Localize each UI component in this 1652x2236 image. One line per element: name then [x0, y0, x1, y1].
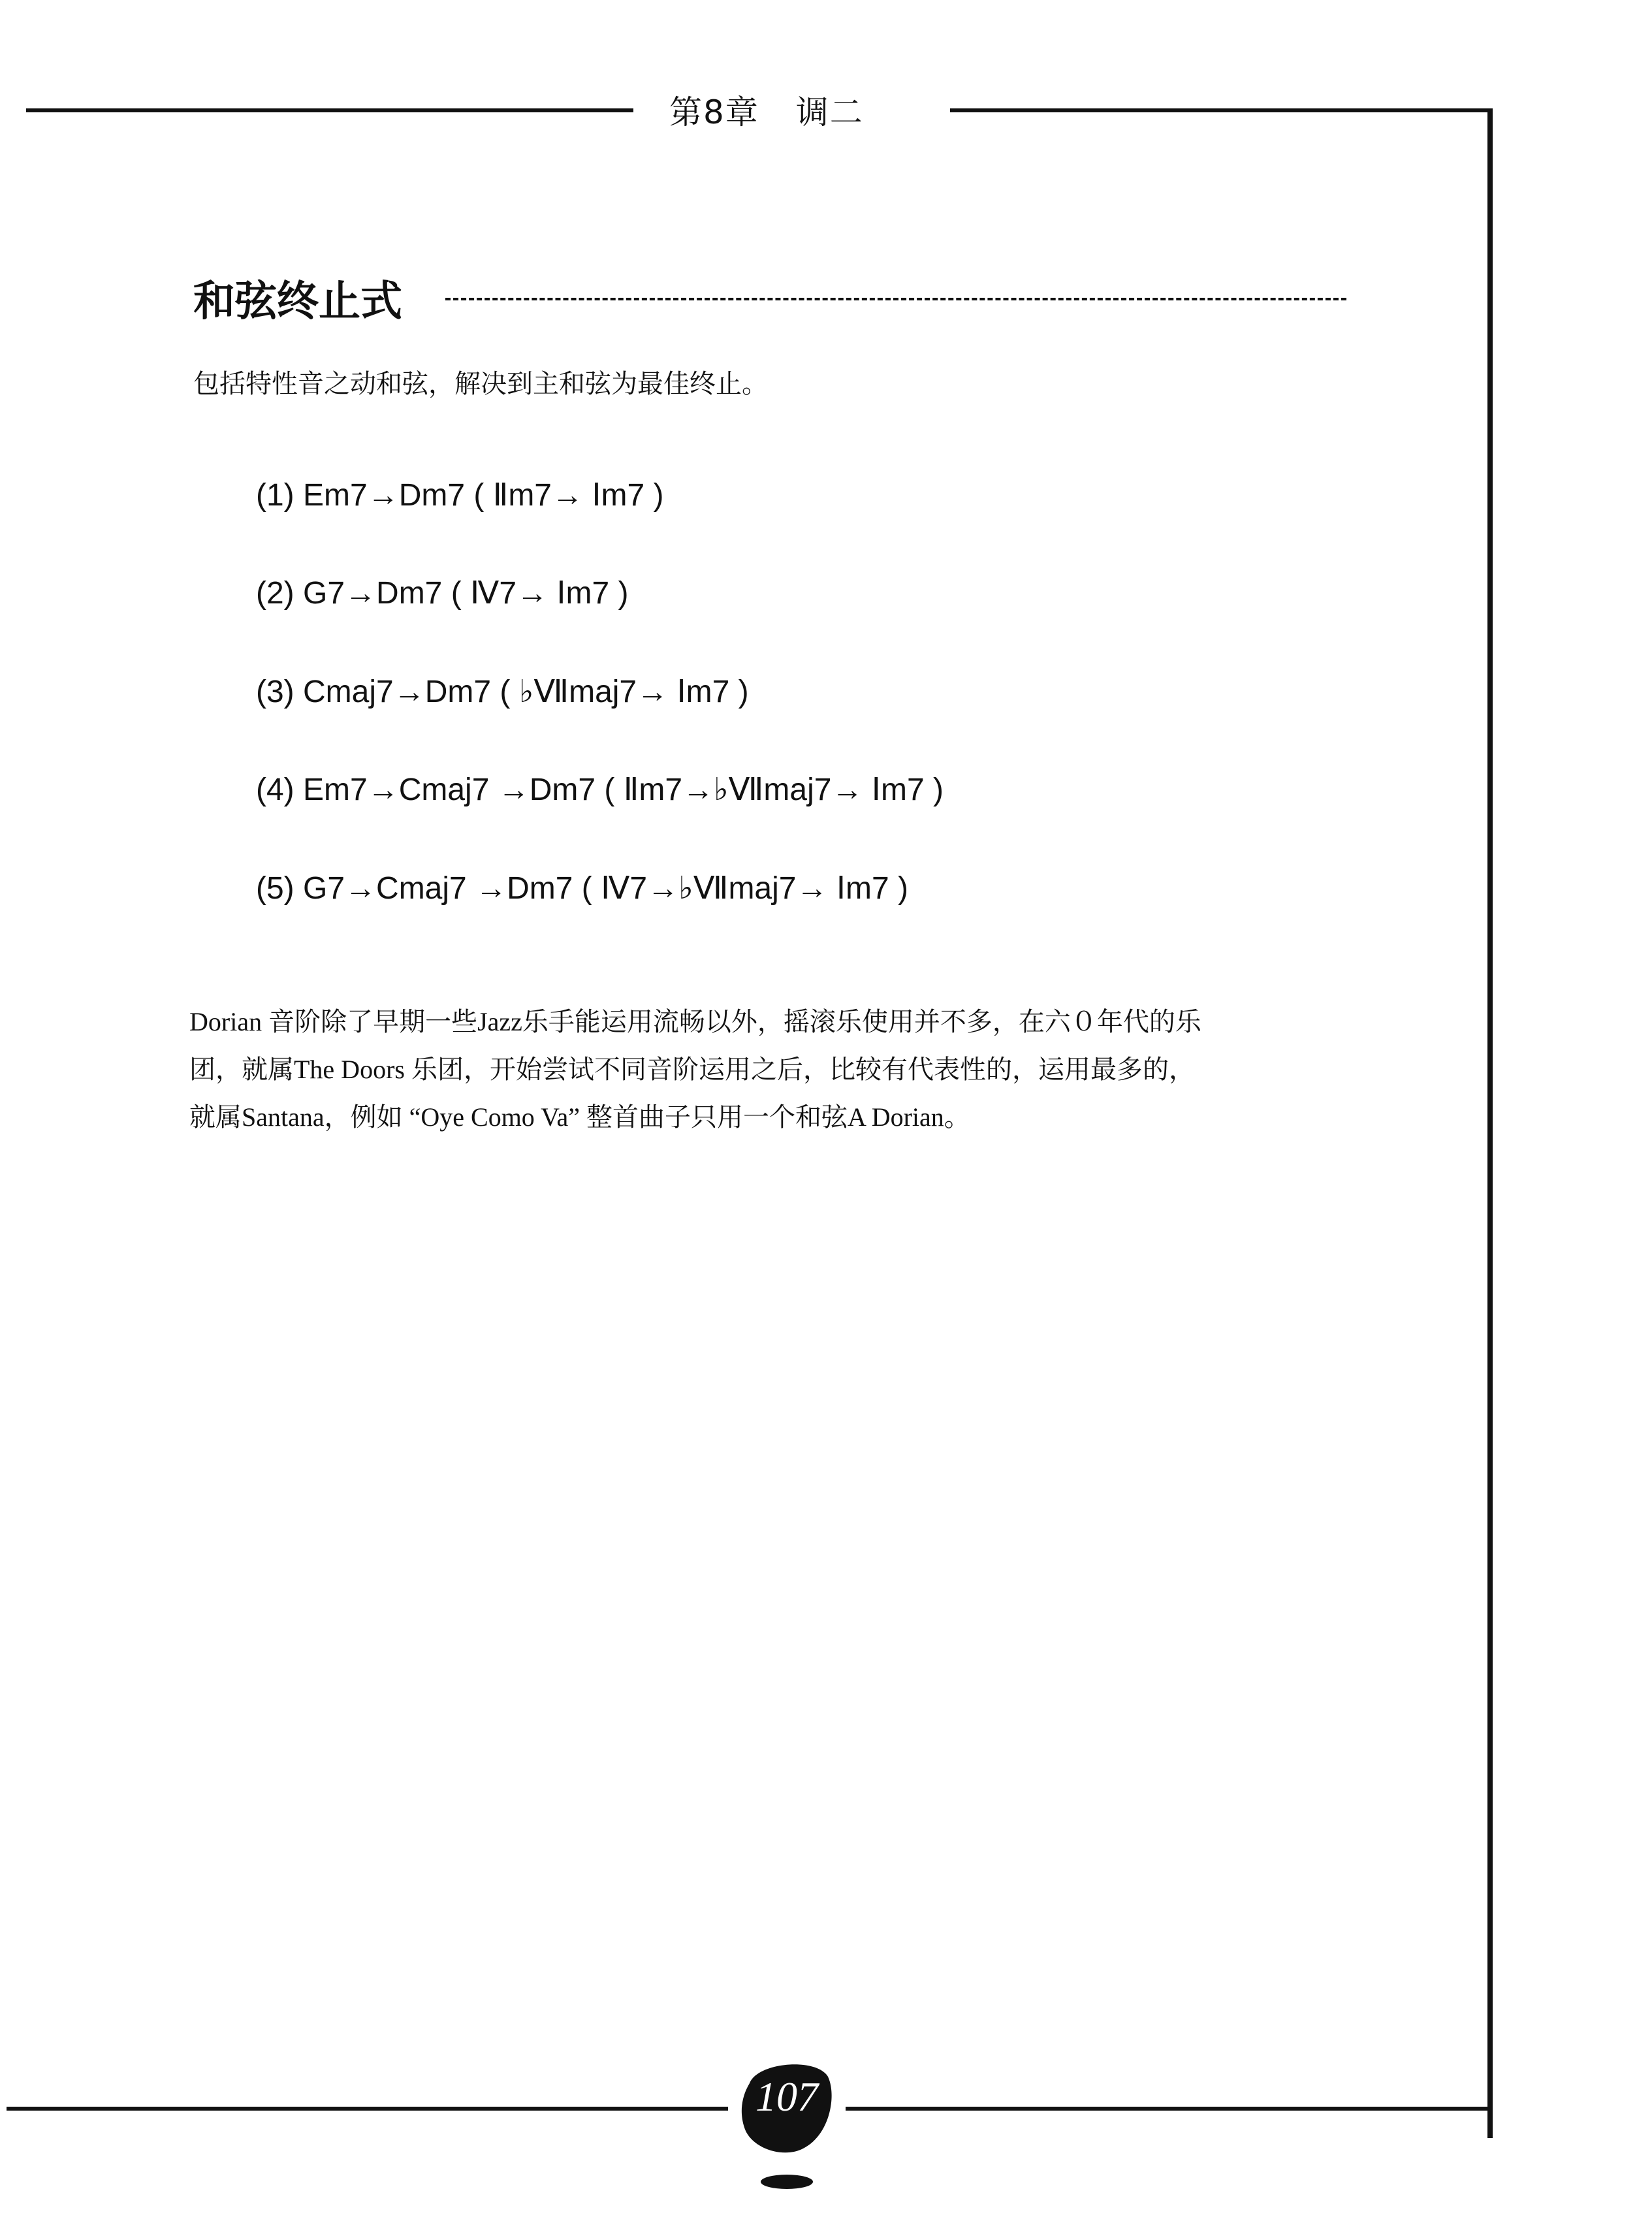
body-paragraph — [189, 998, 1358, 1141]
heading-dash-rule — [445, 298, 1346, 300]
intro-text: 包括特性音之动和弦，解决到主和弦为最佳终止。 — [193, 369, 768, 399]
page-badge-base — [761, 2175, 813, 2189]
paragraph-line: 团，就属The Doors 乐团，开始尝试不同音阶运用之后，比较有代表性的，运用最多的， — [189, 1055, 1195, 1084]
right-border-rule — [1487, 108, 1493, 2138]
top-rule-left — [26, 108, 633, 112]
bottom-rule-right — [846, 2107, 1493, 2111]
bottom-right-corner — [1487, 2107, 1493, 2138]
chapter-label: 第8章 — [669, 93, 759, 131]
paragraph-line: Dorian 音阶除了早期一些Jazz乐手能运用流畅以外，摇滚乐使用并不多，在六０年代的乐 — [189, 1007, 1201, 1036]
chord-progression: (2) G7→Dm7 ( Ⅳ7→ Ⅰm7 ) — [256, 576, 629, 611]
bottom-rule-left — [7, 2107, 728, 2111]
chord-progression: (3) Cmaj7→Dm7 ( ♭Ⅶmaj7→ Ⅰm7 ) — [256, 675, 749, 709]
section-heading: 和弦终止式 — [193, 278, 402, 326]
chord-progression: (1) Em7→Dm7 ( Ⅱm7→ Ⅰm7 ) — [256, 478, 664, 513]
running-header — [669, 86, 864, 133]
chord-progression: (4) Em7→Cmaj7 →Dm7 ( Ⅱm7→♭Ⅶmaj7→ Ⅰm7 ) — [256, 773, 944, 807]
chapter-title: 调二 — [795, 93, 864, 131]
top-rule-right — [950, 108, 1492, 112]
chord-progression: (5) G7→Cmaj7 →Dm7 ( Ⅳ7→♭Ⅶmaj7→ Ⅰm7 ) — [256, 871, 908, 906]
paragraph-line: 就属Santana，例如 “Oye Como Va” 整首曲子只用一个和弦A Dorian。 — [189, 1102, 970, 1132]
page-number: 107 — [755, 2073, 818, 2120]
